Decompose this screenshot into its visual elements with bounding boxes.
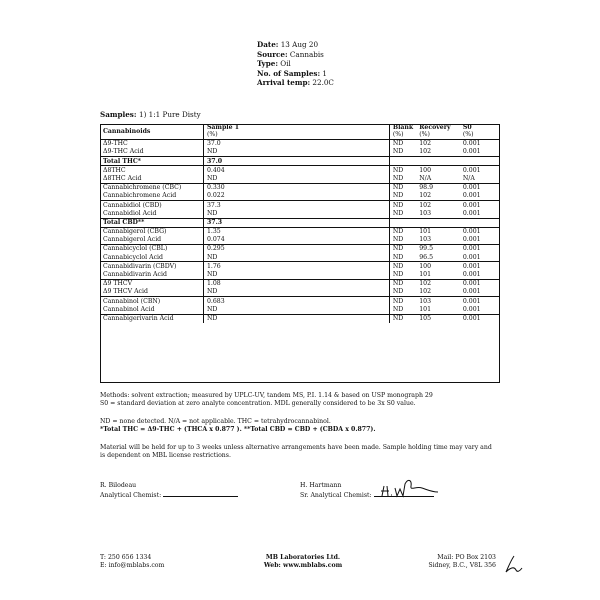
cell-s0 — [460, 218, 500, 227]
cell-sample: ND — [203, 148, 389, 157]
cell-name: Δ9 THCV — [100, 279, 203, 288]
cell-recovery: 102 — [416, 201, 460, 210]
header-sample: Sample 1 — [206, 124, 240, 131]
cell-blank: ND — [389, 227, 416, 236]
cell-s0: 0.001 — [460, 227, 500, 236]
cell-s0 — [460, 157, 500, 166]
cell-name: Cannabichromene (CBC) — [100, 183, 203, 192]
samples-count-line: No. of Samples: 1 — [257, 68, 327, 78]
cell-blank — [389, 157, 416, 166]
header-s0-unit: (%) — [462, 131, 474, 139]
cell-recovery: 99.5 — [416, 245, 460, 254]
cell-name: Cannabicyclol (CBL) — [100, 245, 203, 254]
cell-sample: ND — [203, 175, 389, 184]
header-blank: Blank — [392, 124, 414, 131]
header-recovery: Recovery — [419, 124, 451, 131]
cell-blank: ND — [389, 139, 416, 148]
cell-sample: 1.08 — [203, 279, 389, 288]
cell-name: Cannabigerivarin Acid — [100, 314, 203, 323]
cell-sample: 0.074 — [203, 236, 389, 245]
cell-blank: ND — [389, 288, 416, 297]
methods-note: Methods: solvent extraction; measured by UPLC-UV, tandem MS, P.I. 1.14 & based on USP monograph 29 S0 = standard deviation at zero analyte concentration. MDL generally considered to be 3x S0 value. — [100, 392, 433, 407]
header-recovery-unit: (%) — [419, 131, 430, 139]
total-row — [100, 157, 500, 166]
cell-recovery: 101 — [419, 271, 432, 279]
cell-name: Cannabichromene Acid — [103, 192, 177, 200]
footer-city: Sidney, B.C., V8L 356 — [428, 562, 496, 569]
cell-recovery: 101 — [416, 227, 460, 236]
footer-web: Web: www.mblabs.com — [263, 562, 343, 569]
cell-s0: 0.001 — [462, 253, 481, 261]
cell-blank: ND — [389, 236, 416, 245]
cell-s0: 0.001 — [462, 236, 481, 244]
table-row — [100, 288, 500, 297]
header-blank-unit: (%) — [392, 131, 404, 139]
cell-s0: 0.001 — [460, 279, 500, 288]
cell-recovery: 102 — [419, 148, 432, 156]
footer-company — [258, 554, 348, 570]
table-row — [100, 183, 500, 192]
cell-sample: ND — [203, 271, 389, 280]
cell-name: Cannabidivarin Acid — [103, 271, 167, 279]
cell-recovery: N/A — [419, 174, 432, 182]
cell-recovery: 103 — [419, 209, 432, 217]
cell-name: Cannabidiol (CBD) — [100, 201, 203, 210]
cell-sample: 0.022 — [203, 192, 389, 201]
cell-name: Δ8THC Acid — [103, 174, 142, 182]
cell-name: Δ9-THC Acid — [103, 148, 144, 156]
footer-contact — [100, 554, 164, 570]
cell-sample: 1.76 — [203, 262, 389, 271]
cell-name: Cannabicyclol Acid — [103, 253, 163, 261]
left-signature-line — [163, 490, 238, 497]
right-chemist-title: Sr. Analytical Chemist: — [300, 492, 372, 499]
cell-blank: ND — [389, 314, 416, 323]
cell-blank: ND — [389, 245, 416, 254]
cell-s0: 0.001 — [460, 245, 500, 254]
cell-recovery: 96.5 — [419, 253, 434, 261]
cell-name: Total THC* — [100, 157, 203, 166]
date-line: Date: 13 Aug 20 — [257, 40, 319, 49]
table-row — [100, 139, 500, 148]
cell-s0: 0.001 — [460, 297, 500, 306]
cell-s0: 0.001 — [462, 288, 481, 296]
source-line: Source: Cannabis — [257, 49, 324, 59]
table-row — [100, 314, 500, 323]
table-row — [100, 236, 500, 245]
table-row — [100, 253, 500, 262]
type-line: Type: Oil — [257, 59, 291, 69]
signature-left — [100, 482, 238, 500]
cell-blank: ND — [389, 175, 416, 184]
cell-blank: ND — [389, 209, 416, 218]
cell-recovery — [416, 218, 460, 227]
footer-phone: T: 250 656 1334 — [100, 554, 152, 561]
cell-s0: 0.001 — [462, 148, 481, 156]
initial-mark — [502, 552, 526, 576]
cell-sample: 0.295 — [203, 245, 389, 254]
cell-blank: ND — [389, 305, 416, 314]
cell-blank: ND — [389, 201, 416, 210]
cell-sample: 37.0 — [203, 139, 389, 148]
cell-recovery: 98.9 — [416, 183, 460, 192]
report-header — [257, 40, 334, 88]
cell-sample: 37.3 — [203, 218, 389, 227]
cell-sample: 0.683 — [203, 297, 389, 306]
cell-recovery: 102 — [416, 139, 460, 148]
cell-blank: ND — [389, 271, 416, 280]
header-cannabinoids: Cannabinoids — [103, 127, 151, 135]
footer-mail-box: Mail: PO Box 2103 — [437, 554, 496, 561]
footer-company-name: MB Laboratories Ltd. — [265, 554, 341, 561]
cell-s0: N/A — [462, 174, 475, 182]
cell-s0: 0.001 — [460, 314, 500, 323]
cell-s0: 0.001 — [462, 271, 481, 279]
footer-mail — [420, 554, 496, 570]
cell-s0: 0.001 — [462, 192, 481, 200]
table-row — [100, 279, 500, 288]
cell-recovery: 100 — [416, 262, 460, 271]
left-chemist-title: Analytical Chemist: — [100, 492, 162, 499]
cell-sample: ND — [203, 288, 389, 297]
cell-recovery: 105 — [416, 314, 460, 323]
table-row — [100, 201, 500, 210]
table-row — [100, 245, 500, 254]
cell-sample: 37.3 — [203, 201, 389, 210]
left-chemist-name: R. Bilodeau — [100, 482, 137, 489]
cell-name: Total CBD** — [100, 218, 203, 227]
cell-sample: ND — [203, 209, 389, 218]
cell-name: Cannabigerol (CBG) — [100, 227, 203, 236]
cell-s0: 0.001 — [460, 139, 500, 148]
cell-recovery: 100 — [416, 166, 460, 175]
table-row — [100, 209, 500, 218]
cell-sample: ND — [203, 253, 389, 262]
cell-sample: ND — [203, 314, 389, 323]
cell-blank — [389, 218, 416, 227]
cell-sample: 37.0 — [203, 157, 389, 166]
table-row — [100, 297, 500, 306]
cell-blank: ND — [389, 262, 416, 271]
cell-recovery: 102 — [419, 288, 432, 296]
cell-name: Δ8THC — [100, 166, 203, 175]
cell-name: Δ9-THC — [100, 139, 203, 148]
definitions-note: ND = none detected. N/A = not applicable. THC = tetrahydrocannabinol. *Total THC = Δ9-THC + (THCA x 0.877 ). **Total CBD = CBD + (CBDA x 0.877). — [100, 418, 376, 433]
cell-name: Δ9 THCV Acid — [103, 288, 148, 296]
cell-blank: ND — [389, 297, 416, 306]
table-row — [100, 262, 500, 271]
cell-name: Cannabinol (CBN) — [100, 297, 203, 306]
table-row — [100, 305, 500, 314]
cell-blank: ND — [389, 166, 416, 175]
cell-sample: 0.404 — [203, 166, 389, 175]
table-row — [100, 148, 500, 157]
cell-sample: ND — [203, 305, 389, 314]
cell-s0: 0.001 — [460, 262, 500, 271]
cell-recovery: 103 — [416, 297, 460, 306]
table-row — [100, 175, 500, 184]
cell-blank: ND — [389, 183, 416, 192]
cell-s0: 0.001 — [460, 201, 500, 210]
table-row — [100, 192, 500, 201]
table-header-row — [100, 124, 500, 139]
samples-line: Samples: 1) 1:1 Pure Disty — [100, 110, 201, 119]
table-row — [100, 166, 500, 175]
cell-sample: 1.35 — [203, 227, 389, 236]
results-table — [100, 124, 500, 323]
cell-recovery: 103 — [419, 236, 432, 244]
cell-recovery: 102 — [416, 279, 460, 288]
total-row — [100, 218, 500, 227]
cell-s0: 0.001 — [460, 166, 500, 175]
arrival-temp-line: Arrival temp: 22.0C — [257, 78, 334, 88]
cell-blank: ND — [389, 253, 416, 262]
header-s0: S0 — [462, 124, 472, 131]
cell-name: Cannabigerol Acid — [103, 236, 162, 244]
cell-blank: ND — [389, 279, 416, 288]
cell-name: Cannabidiol Acid — [103, 209, 157, 217]
cell-recovery: 101 — [419, 305, 432, 313]
cell-s0: 0.001 — [460, 183, 500, 192]
table-row — [100, 271, 500, 280]
cell-s0: 0.001 — [462, 305, 481, 313]
handwritten-signature — [378, 474, 448, 500]
cell-name: Cannabidivarin (CBDV) — [100, 262, 203, 271]
cell-blank: ND — [389, 192, 416, 201]
cell-sample: 0.330 — [203, 183, 389, 192]
cell-name: Cannabinol Acid — [103, 305, 155, 313]
table-row — [100, 227, 500, 236]
holding-note: Material will be held for up to 3 weeks unless alternative arrangements have been made. Sample holding time may vary and is dependent on MBL license restrictions. — [100, 444, 492, 459]
cell-recovery: 102 — [419, 192, 432, 200]
right-chemist-name: H. Hartmann — [300, 482, 342, 489]
cell-s0: 0.001 — [462, 209, 481, 217]
header-sample-unit: (%) — [206, 131, 218, 139]
cell-blank: ND — [389, 148, 416, 157]
footer-email: E: info@mblabs.com — [100, 562, 165, 569]
cell-recovery — [416, 157, 460, 166]
